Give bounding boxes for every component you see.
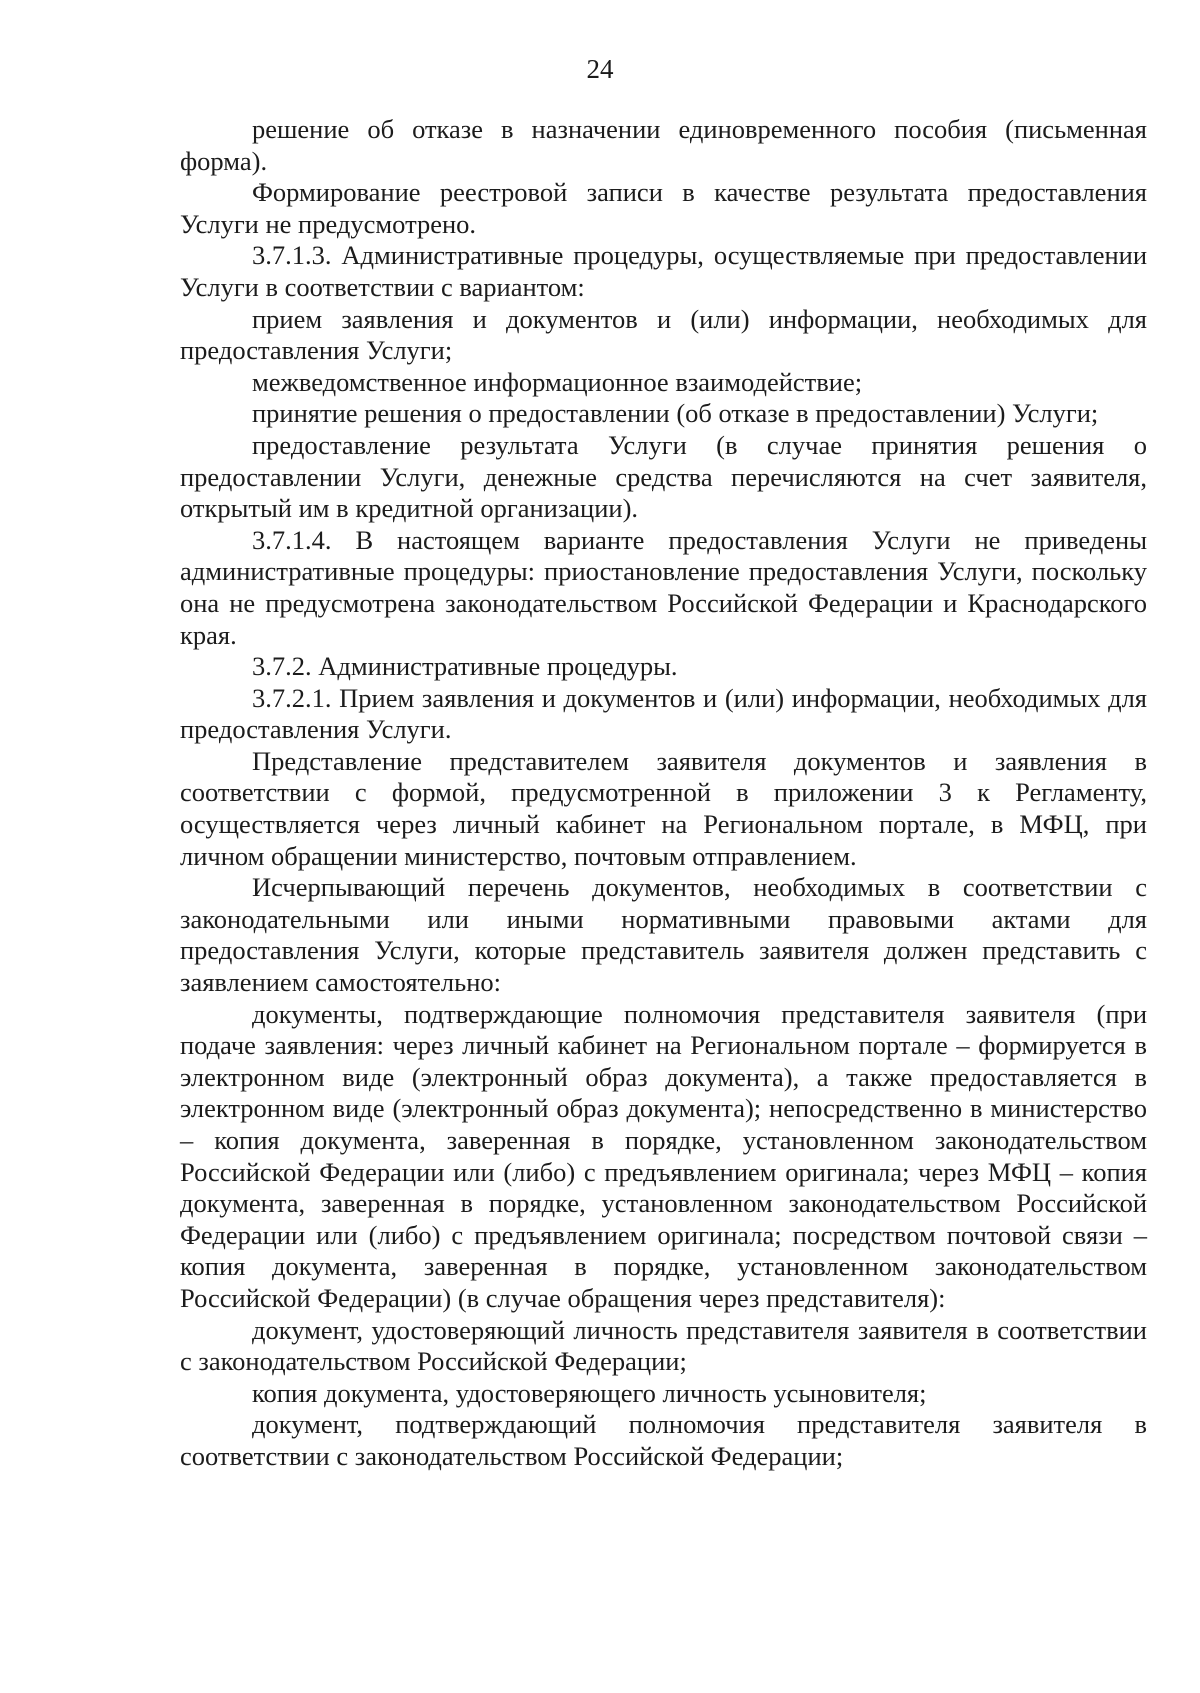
paragraph-3-7-2-1: 3.7.2.1. Прием заявления и документов и (или) информации, необходимых для предоставления Услуги. (180, 682, 1147, 745)
document-body (180, 114, 1147, 1473)
paragraph-registry-entry: Формирование реестровой записи в качестве результата предоставления Услуги не предусмотрено. (180, 177, 1147, 239)
page-number: 24 (586, 54, 614, 84)
paragraph-receipt-of-application: прием заявления и документов и (или) информации, необходимых для предоставления Услуги; (180, 303, 1147, 366)
paragraph-result-provision: предоставление результата Услуги (в случае принятия решения о предоставлении Услуги, денежные средства перечисляются на счет заявителя, открытый им в кредитной организации). (180, 429, 1147, 524)
paragraph-authority-documents: документы, подтверждающие полномочия представителя заявителя (при подаче заявления: через личный кабинет на Региональном портале – формируется в электронном виде (электронный образ документа), а также предоставляется в электронном виде (электронный образ документа); непосредственно в министерство – копия документа, заверенная в порядке, установленном законодательством Российской Федерации или (либо) с предъявлением оригинала; через МФЦ – копия документа, заверенная в порядке, установленном законодательством Российской Федерации или (либо) с предъявлением оригинала; посредством почтовой связи – копия документа, заверенная в порядке, установленном законодательством Российской Федерации) (в случае обращения через представителя): (180, 998, 1147, 1313)
paragraph-3-7-1-3: 3.7.1.3. Административные процедуры, осуществляемые при предоставлении Услуги в соответствии с вариантом: (180, 240, 1147, 302)
paragraph-decision-making: принятие решения о предоставлении (об отказе в предоставлении) Услуги; (252, 398, 1099, 429)
paragraph-identity-document: документ, удостоверяющий личность представителя заявителя в соответствии с законодательством Российской Федерации; (180, 1314, 1147, 1377)
paragraph-adopter-identity-copy: копия документа, удостоверяющего личность усыновителя; (252, 1377, 927, 1408)
paragraph-interagency-interaction: межведомственное информационное взаимодействие; (252, 366, 863, 397)
paragraph-refusal-decision: решение об отказе в назначении единовременного пособия (письменная форма). (180, 114, 1147, 176)
paragraph-3-7-2: 3.7.2. Административные процедуры. (252, 651, 678, 682)
paragraph-submission-by-representative: Представление представителем заявителя документов и заявления в соответствии с формой, предусмотренной в приложении 3 к Регламенту, осуществляется через личный кабинет на Региональном портале, в МФЦ, при личном обращении министерство, почтовым отправлением. (180, 745, 1147, 871)
paragraph-exhaustive-list: Исчерпывающий перечень документов, необходимых в соответствии с законодательными или иными нормативными правовыми актами для предоставления Услуги, которые представитель заявителя должен представить с заявлением самостоятельно: (180, 872, 1147, 998)
paragraph-authority-confirmation: документ, подтверждающий полномочия представителя заявителя в соответствии с законодательством Российской Федерации; (180, 1409, 1147, 1471)
paragraph-3-7-1-4: 3.7.1.4. В настоящем варианте предоставления Услуги не приведены административные процедуры: приостановление предоставления Услуги, поскольку она не предусмотрена законодательством Российской Федерации и Краснодарского края. (180, 524, 1147, 650)
